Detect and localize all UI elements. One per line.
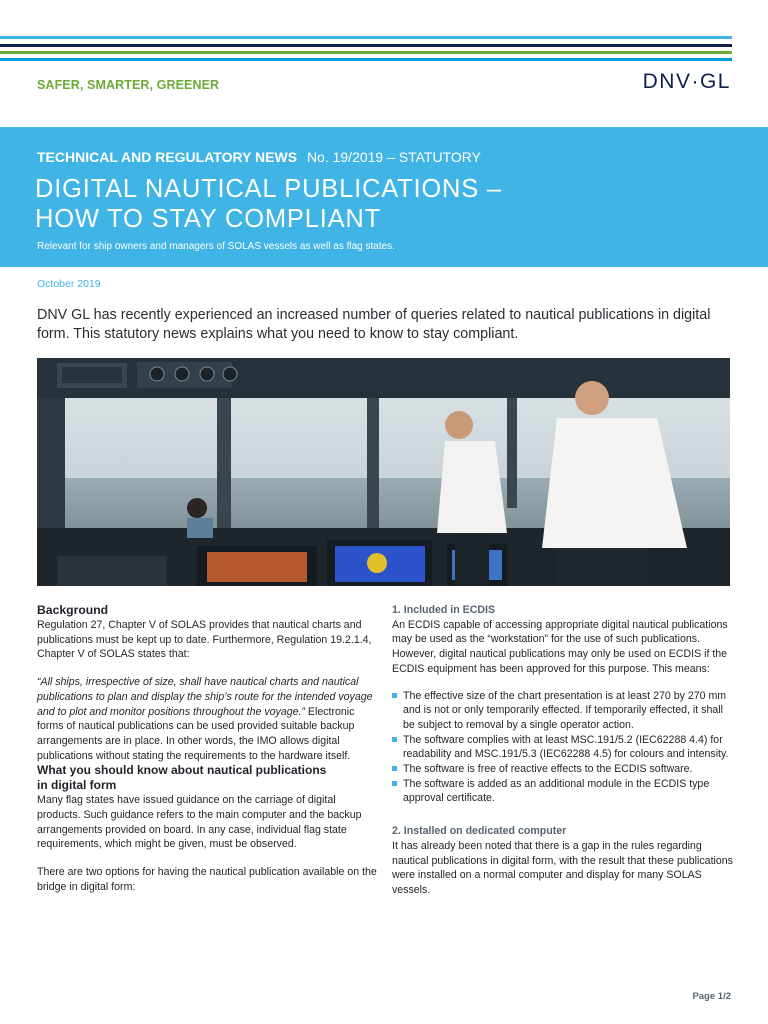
stripe-blue — [0, 36, 732, 39]
list-item: The software complies with at least MSC.191/5.2 (IEC62288 4.4) for readability and MSC.191/5.3 (IEC62288 4.5) for colours and intensity. — [392, 733, 734, 762]
ship-bridge-photo — [37, 358, 730, 586]
ecdis-requirements-list — [392, 689, 734, 807]
header-stripes — [0, 36, 768, 64]
stripe-green — [0, 51, 732, 54]
intro-paragraph: DNV GL has recently experienced an increased number of queries related to nautical publications in digital form. This statutory news explains what you need to know to stay compliant. — [37, 307, 711, 342]
quote-followup: Electronic forms of nautical publications can be used provided suitable backup arrangements are in place. In other words, the IMO allows digital publications without stating the requirements to the hardware itself. — [37, 705, 355, 762]
news-series: TECHNICAL AND REGULATORY NEWS — [37, 149, 298, 165]
know-text: Many flag states have issued guidance on the carriage of digital products. Such guidance refers to the main computer and the backup arrangements provided on board. In any case, individual flag state requirements, which might be given, must be observed. — [37, 794, 362, 851]
option-1-heading: 1. Included in ECDIS — [392, 604, 496, 616]
option-2-text: It has already been noted that there is a gap in the rules regarding nautical publications in digital form, with the result that these publications were installed on a normal computer and display for many SOLAS vessels. — [392, 839, 733, 896]
title-banner — [0, 127, 768, 267]
list-item: The software is added as an additional module in the ECDIS type approval certificate. — [392, 777, 734, 806]
option-1-text: An ECDIS capable of accessing appropriate digital nautical publications may be used as the “workstation” for the use of such publications. However, digital nautical publications may only be used on ECDIS if the ECDIS equipment has been approved for this purpose. This means: — [392, 618, 728, 675]
tagline: SAFER, SMARTER, GREENER — [37, 78, 220, 92]
news-kicker — [37, 149, 481, 165]
dnv-gl-logo: DNV·GL — [642, 70, 731, 93]
publication-date: October 2019 — [37, 278, 101, 290]
right-column — [392, 603, 734, 898]
background-heading: Background — [37, 603, 109, 617]
relevance-note: Relevant for ship owners and managers of SOLAS vessels as well as flag states. — [37, 241, 395, 252]
solas-quote: “All ships, irrespective of size, shall have nautical charts and nautical publications to plan and display the ship’s route for the intended voyage and to plot and monitor positions throughout the voyage.” — [37, 676, 373, 718]
know-heading-line-2: in digital form — [37, 778, 117, 793]
issue-number: No. 19/2019 – STATUTORY — [306, 149, 481, 165]
page-title-line-2: HOW TO STAY COMPLIANT — [35, 205, 381, 233]
list-item: The effective size of the chart presentation is at least 270 by 270 mm and is not or only temporarily effected. If temporarily effected, it shall be subject to removal by a single operator action. — [392, 689, 734, 733]
page-title-line-1: DIGITAL NAUTICAL PUBLICATIONS – — [35, 175, 502, 203]
stripe-navy — [0, 44, 732, 47]
stripe-cyan — [0, 58, 732, 61]
left-column — [37, 603, 377, 895]
know-heading-line-1: What you should know about nautical publications — [37, 763, 327, 778]
list-item: The software is free of reactive effects to the ECDIS software. — [392, 762, 734, 777]
know-heading — [37, 763, 377, 793]
page-number: Page 1/2 — [692, 991, 731, 1002]
quote-paragraph — [37, 675, 377, 763]
background-text: Regulation 27, Chapter V of SOLAS provides that nautical charts and publications must be kept up to date. Furthermore, Regulation 19.2.1.4, Chapter V of SOLAS states that: — [37, 619, 372, 661]
page-title — [35, 174, 735, 234]
option-2-heading: 2. Installed on dedicated computer — [392, 825, 567, 838]
options-text: There are two options for having the nautical publication available on the bridge in digital form: — [37, 866, 377, 893]
